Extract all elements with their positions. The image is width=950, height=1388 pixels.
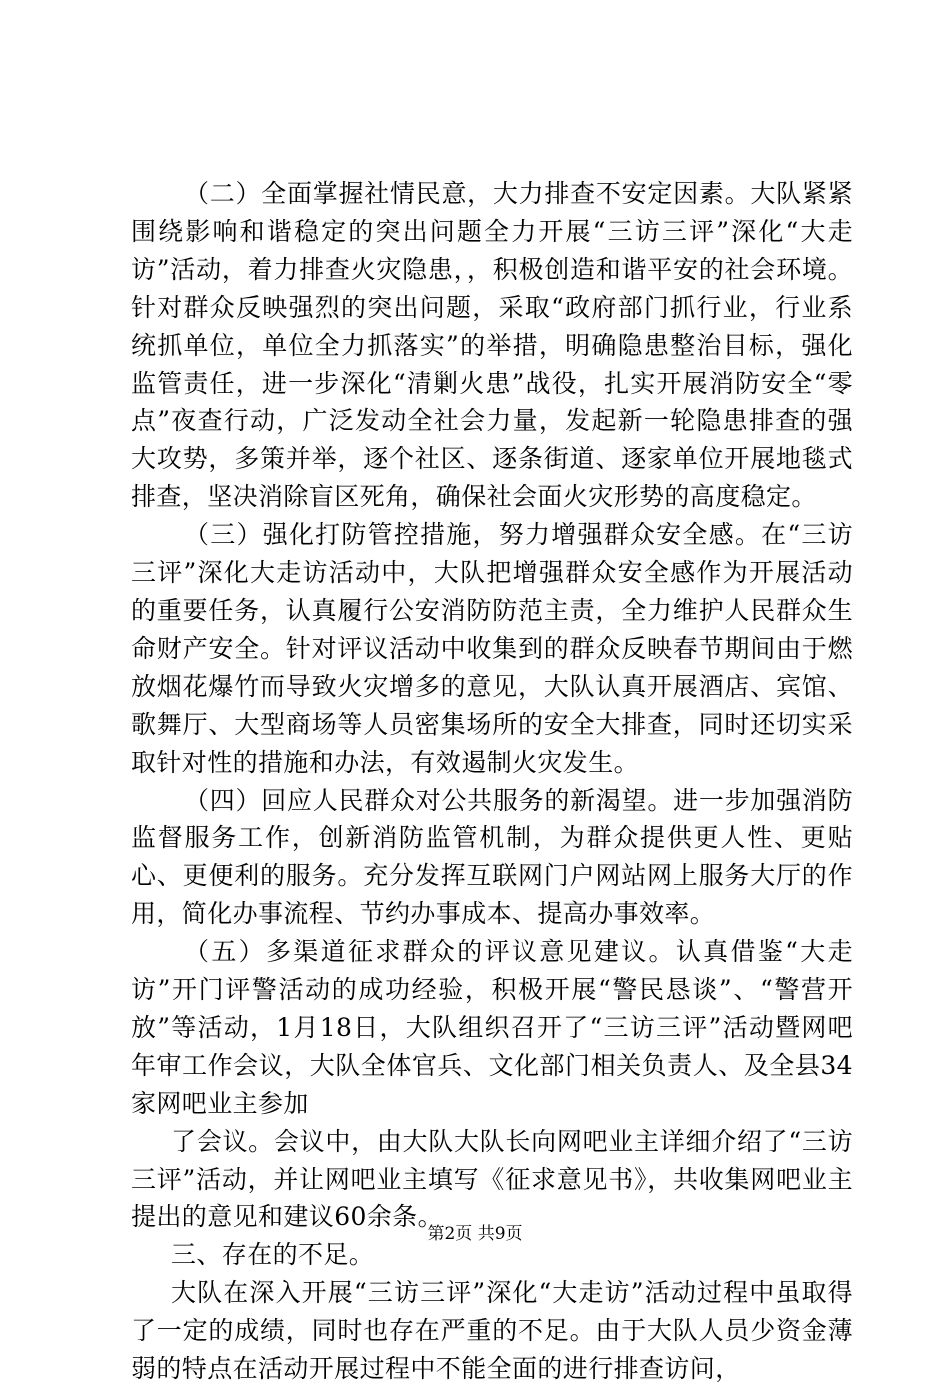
paragraph-shortcomings: 大队在深入开展“三访三评”深化“大走访”活动过程中虽取得了一定的成绩，同时也存在严重的不足。由于大队人员少资金薄弱的特点在活动开展过程中不能全面的进行排查访问， <box>131 1278 853 1384</box>
document-body <box>131 175 853 1388</box>
section-heading-shortcomings: 三、存在的不足。 <box>171 1240 375 1270</box>
paragraph-section-3: （三）强化打防管控措施，努力增强群众安全感。在“三访三评”深化大走访活动中，大队把增强群众安全感作为开展活动的重要任务，认真履行公安消防防范主责，全力维护人民群众生命财产安全。针对评议活动中收集到的群众反映春节期间由于燃放烟花爆竹而导致火灾增多的意见，大队认真开展酒店、宾馆、歌舞厅、大型商场等人员密集场所的安全大排查，同时还切实采取针对性的措施和办法，有效遏制火灾发生。 <box>131 520 853 777</box>
page-number: 第2页 共9页 <box>427 1224 523 1244</box>
page-footer <box>0 1222 950 1246</box>
paragraph-continuation: 了会议。会议中，由大队大队长向网吧业主详细介绍了“三访三评”活动，并让网吧业主填写《征求意见书》，共收集网吧业主提出的意见和建议60余条。 <box>131 1126 853 1232</box>
paragraph-section-2: （二）全面掌握社情民意，大力排查不安定因素。大队紧紧围绕影响和谐稳定的突出问题全力开展“三访三评”深化“大走访”活动，着力排查火灾隐患，，积极创造和谐平安的社会环境。针对群众反映强烈的突出问题，采取“政府部门抓行业，行业系统抓单位，单位全力抓落实”的举措，明确隐患整治目标，强化监管责任，进一步深化“清剿火患”战役，扎实开展消防安全“零点”夜查行动，广泛发动全社会力量，发起新一轮隐患排查的强大攻势，多策并举，逐个社区、逐条街道、逐家单位开展地毯式排查，坚决消除盲区死角，确保社会面火灾形势的高度稳定。 <box>131 179 853 512</box>
paragraph-section-4: （四）回应人民群众对公共服务的新渴望。进一步加强消防监督服务工作，创新消防监管机制，为群众提供更人性、更贴心、更便利的服务。充分发挥互联网门户网站网上服务大厅的作用，简化办事流程、节约办事成本、提高办事效率。 <box>131 785 853 929</box>
paragraph-section-5: （五）多渠道征求群众的评议意见建议。认真借鉴“大走访”开门评警活动的成功经验，积极开展“警民恳谈”、“警营开放”等活动，1月18日，大队组织召开了“三访三评”活动暨网吧年审工作会议，大队全体官兵、文化部门相关负责人、及全县34家网吧业主参加 <box>131 937 853 1118</box>
